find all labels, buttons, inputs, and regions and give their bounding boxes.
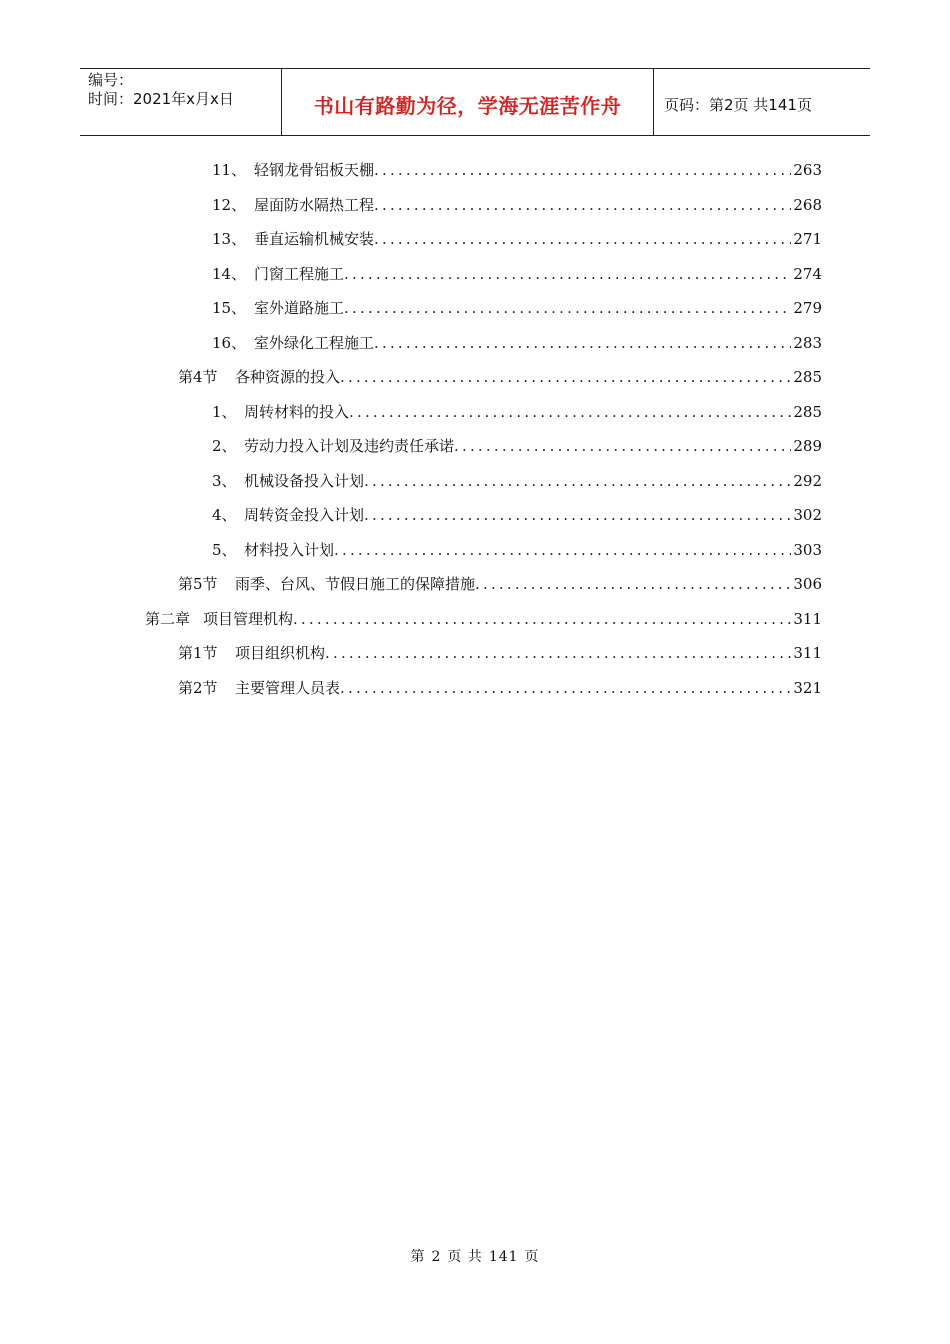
toc-leader-dots <box>374 227 791 251</box>
toc-entry-page: 292 <box>793 472 822 490</box>
toc-entry[interactable] <box>212 296 822 320</box>
toc-entry-title: 室外绿化工程施工 <box>254 334 375 352</box>
toc-entry-number: 2、 <box>212 437 237 455</box>
toc-leader-dots <box>293 607 791 631</box>
toc-entry[interactable] <box>212 503 822 527</box>
toc-entry-title: 项目管理机构 <box>203 610 294 628</box>
toc-entry-number: 12、 <box>212 196 247 214</box>
toc-entry-page: 285 <box>793 403 822 421</box>
toc-entry-title: 门窗工程施工 <box>254 265 345 283</box>
toc-entry-number: 15、 <box>212 299 247 317</box>
toc-leader-dots <box>374 158 791 182</box>
toc-entry[interactable] <box>212 434 822 458</box>
toc-leader-dots <box>454 434 791 458</box>
toc-entry-number: 11、 <box>212 161 247 179</box>
toc-entry-page: 289 <box>793 437 822 455</box>
toc-leader-dots <box>364 503 791 527</box>
document-number-label: 编号： <box>88 71 134 89</box>
toc-entry-page: 303 <box>793 541 822 559</box>
toc-entry-title: 机械设备投入计划 <box>244 472 365 490</box>
toc-entry-number: 16、 <box>212 334 247 352</box>
toc-entry-page: 271 <box>793 230 822 248</box>
toc-section-entry[interactable] <box>178 572 822 596</box>
toc-leader-dots <box>364 469 791 493</box>
toc-entry-number: 5、 <box>212 541 237 559</box>
toc-entry-number: 14、 <box>212 265 247 283</box>
toc-entry-page: 263 <box>793 161 822 179</box>
toc-entry-page: 321 <box>793 679 822 697</box>
toc-entry[interactable] <box>212 469 822 493</box>
toc-entry-number: 第2节 <box>178 679 218 697</box>
toc-leader-dots <box>374 331 791 355</box>
toc-leader-dots <box>349 400 791 424</box>
toc-chapter-entry[interactable] <box>145 607 822 631</box>
toc-entry-title: 周转材料的投入 <box>244 403 350 421</box>
toc-entry-page: 268 <box>793 196 822 214</box>
toc-entry[interactable] <box>212 331 822 355</box>
toc-entry-title: 室外道路施工 <box>254 299 345 317</box>
footer-suffix: 页 <box>524 1249 540 1265</box>
toc-entry[interactable] <box>212 158 822 182</box>
toc-entry-page: 302 <box>793 506 822 524</box>
toc-entry-number: 第5节 <box>178 575 218 593</box>
toc-leader-dots <box>344 296 791 320</box>
toc-entry-title: 主要管理人员表 <box>235 679 341 697</box>
toc-entry-page: 279 <box>793 299 822 317</box>
toc-entry-page: 311 <box>793 610 822 628</box>
toc-entry-title: 雨季、台风、节假日施工的保障措施 <box>235 575 476 593</box>
toc-entry-number: 13、 <box>212 230 247 248</box>
toc-entry-page: 306 <box>793 575 822 593</box>
toc-entry-number: 3、 <box>212 472 237 490</box>
toc-entry-title: 周转资金投入计划 <box>244 506 365 524</box>
toc-entry-title: 轻钢龙骨铝板天棚 <box>254 161 375 179</box>
toc-entry[interactable] <box>212 193 822 217</box>
toc-entry-title: 材料投入计划 <box>244 541 335 559</box>
toc-section-entry[interactable] <box>178 641 822 665</box>
page-header <box>80 68 870 136</box>
toc-entry-title: 项目组织机构 <box>235 644 326 662</box>
toc-entry-page: 285 <box>793 368 822 386</box>
document-time-label: 时间：2021年x月x日 <box>88 90 234 108</box>
toc-entry-title: 垂直运输机械安装 <box>254 230 375 248</box>
toc-leader-dots <box>344 262 791 286</box>
toc-entry-page: 274 <box>793 265 822 283</box>
toc-leader-dots <box>334 538 791 562</box>
footer-total-pages: 141 <box>488 1249 519 1265</box>
header-meta <box>80 69 282 135</box>
toc-entry[interactable] <box>212 538 822 562</box>
toc-entry-number: 第4节 <box>178 368 218 386</box>
toc-entry-page: 311 <box>793 644 822 662</box>
toc-entry[interactable] <box>212 262 822 286</box>
footer-current-page: 2 <box>431 1249 442 1265</box>
toc-entry-number: 第二章 <box>145 610 191 628</box>
toc-entry-page: 283 <box>793 334 822 352</box>
header-page-info: 页码：第2页 共141页 <box>664 95 812 114</box>
page-footer <box>0 1246 950 1266</box>
footer-prefix: 第 <box>410 1249 426 1265</box>
toc-leader-dots <box>374 193 791 217</box>
header-page-info-cell <box>654 69 870 135</box>
toc-leader-dots <box>340 676 791 700</box>
toc-leader-dots <box>325 641 791 665</box>
toc-entry[interactable] <box>212 400 822 424</box>
toc-entry-title: 劳动力投入计划及违约责任承诺 <box>244 437 455 455</box>
toc-leader-dots <box>340 365 791 389</box>
toc-section-entry[interactable] <box>178 676 822 700</box>
toc-entry-number: 1、 <box>212 403 237 421</box>
footer-middle: 页 共 <box>447 1249 483 1265</box>
header-motto: 书山有路勤为径，学海无涯苦作舟 <box>313 93 622 118</box>
toc-entry[interactable] <box>212 227 822 251</box>
header-motto-cell <box>282 69 654 135</box>
toc-section-entry[interactable] <box>178 365 822 389</box>
toc-entry-title: 屋面防水隔热工程 <box>254 196 375 214</box>
toc-entry-number: 4、 <box>212 506 237 524</box>
toc-leader-dots <box>475 572 791 596</box>
toc-entry-title: 各种资源的投入 <box>235 368 341 386</box>
toc-entry-number: 第1节 <box>178 644 218 662</box>
